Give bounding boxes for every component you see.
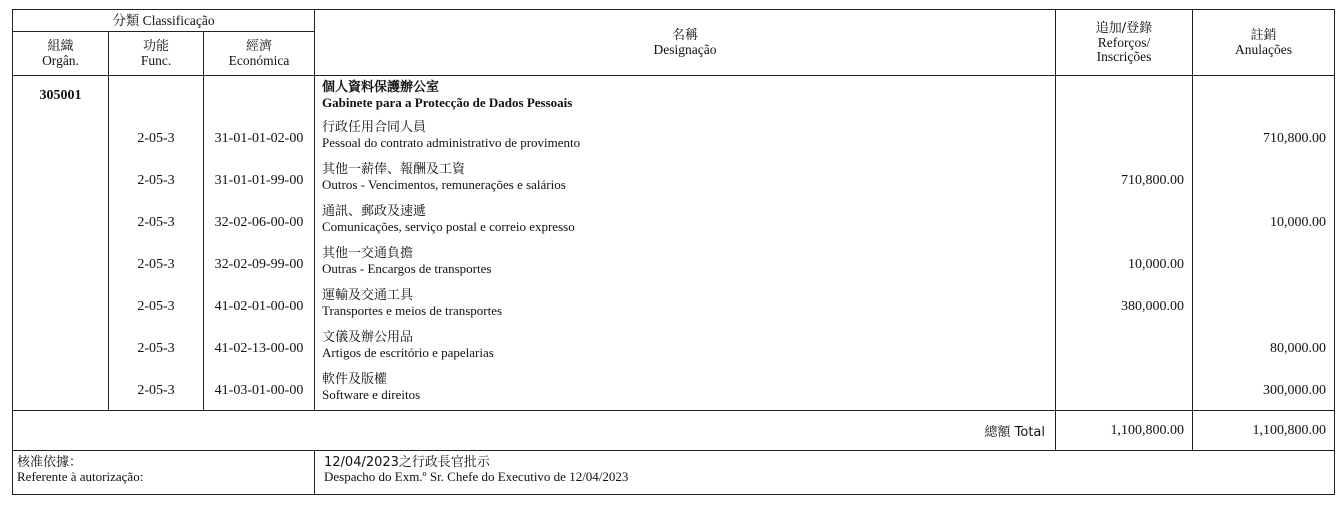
organ-name-zh: 個人資料保護辦公室 — [322, 80, 440, 95]
organ-empty — [13, 159, 109, 201]
organ-anulacao-empty — [1193, 76, 1335, 117]
organ-header — [13, 32, 109, 76]
organ-name-pt: Gabinete para a Protecção de Dados Pessoais — [322, 95, 573, 110]
func-code: 2-05-3 — [109, 117, 204, 159]
desp-pt: Despacho do Exm.º Sr. Chefe do Executivo de 12/04/2023 — [324, 469, 629, 484]
reforco-value — [1056, 369, 1193, 411]
func-header-zh: 功能 — [142, 38, 169, 54]
econ-code: 32-02-09-99-00 — [204, 243, 315, 285]
econ-code: 41-03-01-00-00 — [204, 369, 315, 411]
table-row — [13, 243, 1335, 285]
anulacao-value — [1193, 159, 1335, 201]
anulacao-value: 80,000.00 — [1193, 327, 1335, 369]
total-label-text: 總額 Total — [984, 424, 1045, 440]
func-header — [109, 32, 204, 76]
table-row — [13, 117, 1335, 159]
func-code: 2-05-3 — [109, 201, 204, 243]
row-designation-zh: 通訊、郵政及速遞 — [322, 203, 427, 219]
table-row — [13, 327, 1335, 369]
row-designation-zh: 其他一交通負擔 — [322, 245, 414, 261]
anulacoes-header-zh: 註銷 — [1250, 27, 1277, 43]
reforco-value: 710,800.00 — [1056, 159, 1193, 201]
row-designation-pt: Transportes e meios de transportes — [322, 302, 503, 318]
anulacao-value: 10,000.00 — [1193, 201, 1335, 243]
organ-header-zh: 組織 — [47, 38, 74, 54]
organ-empty — [13, 327, 109, 369]
organ-econ-empty — [204, 76, 315, 117]
econ-header — [204, 32, 315, 76]
row-designation — [315, 117, 1056, 159]
header-row-1 — [13, 10, 1335, 32]
row-designation-pt: Software e direitos — [322, 386, 421, 402]
organ-code: 305001 — [13, 76, 109, 117]
reforcos-header — [1056, 10, 1193, 76]
row-designation — [315, 201, 1056, 243]
anulacoes-header-pt: Anulações — [1235, 41, 1292, 57]
ref-zh: 核准依據： — [17, 455, 83, 470]
row-designation-pt: Artigos de escritório e papelarias — [322, 344, 494, 360]
func-header-pt: Func. — [140, 52, 172, 68]
organ-empty — [13, 117, 109, 159]
organ-row — [13, 76, 1335, 117]
anulacao-value: 300,000.00 — [1193, 369, 1335, 411]
table-row — [13, 201, 1335, 243]
organ-header-pt: Orgân. — [42, 52, 79, 68]
ref-pt: Referente à autorização: — [17, 469, 144, 484]
row-designation-zh: 軟件及版權 — [322, 371, 388, 387]
total-reforcos: 1,100,800.00 — [1056, 411, 1193, 451]
func-code: 2-05-3 — [109, 285, 204, 327]
reforco-value: 380,000.00 — [1056, 285, 1193, 327]
footer-row — [13, 451, 1335, 495]
budget-sheet — [12, 9, 1334, 499]
authorization-reference — [13, 451, 315, 495]
dispatch-reference — [315, 451, 1335, 495]
row-designation — [315, 243, 1056, 285]
reforco-value: 10,000.00 — [1056, 243, 1193, 285]
func-code: 2-05-3 — [109, 327, 204, 369]
row-designation-zh: 文儀及辦公用品 — [322, 329, 414, 345]
econ-code: 32-02-06-00-00 — [204, 201, 315, 243]
organ-empty — [13, 285, 109, 327]
reforco-value — [1056, 117, 1193, 159]
organ-empty — [13, 369, 109, 411]
reforcos-header-zh: 追加/登錄 — [1095, 20, 1153, 36]
econ-code: 31-01-01-02-00 — [204, 117, 315, 159]
reforco-value — [1056, 327, 1193, 369]
organ-reforco-empty — [1056, 76, 1193, 117]
organ-empty — [13, 201, 109, 243]
row-designation-zh: 運輸及交通工具 — [322, 287, 414, 303]
designation-header — [315, 10, 1056, 76]
econ-header-zh: 經濟 — [245, 38, 272, 54]
total-row — [13, 411, 1335, 451]
table-row — [13, 159, 1335, 201]
econ-code: 31-01-01-99-00 — [204, 159, 315, 201]
organ-func-empty — [109, 76, 204, 117]
row-designation-pt: Pessoal do contrato administrativo de provimento — [322, 134, 581, 150]
row-designation-pt: Outras - Encargos de transportes — [322, 260, 492, 276]
func-code: 2-05-3 — [109, 369, 204, 411]
reforcos-header-pt2: Inscrições — [1096, 48, 1152, 64]
total-label — [13, 411, 1056, 451]
desp-zh: 12/04/2023之行政長官批示 — [324, 455, 490, 470]
organ-empty — [13, 243, 109, 285]
budget-table — [12, 9, 1335, 495]
designation-header-pt: Designação — [653, 41, 717, 57]
econ-header-pt: Económica — [228, 52, 290, 68]
anulacoes-header — [1193, 10, 1335, 76]
anulacao-value — [1193, 285, 1335, 327]
reforco-value — [1056, 201, 1193, 243]
row-designation — [315, 285, 1056, 327]
anulacao-value: 710,800.00 — [1193, 117, 1335, 159]
table-row — [13, 285, 1335, 327]
total-anulacoes: 1,100,800.00 — [1193, 411, 1335, 451]
organ-name — [315, 76, 1056, 117]
row-designation-zh: 行政任用合同人員 — [322, 119, 427, 135]
func-code: 2-05-3 — [109, 243, 204, 285]
row-designation — [315, 159, 1056, 201]
row-designation-pt: Comunicações, serviço postal e correio expresso — [322, 218, 575, 234]
classification-header: 分類 Classificação — [13, 10, 315, 32]
row-designation — [315, 327, 1056, 369]
designation-header-zh: 名稱 — [671, 27, 698, 43]
row-designation-zh: 其他一薪俸、報酬及工資 — [322, 161, 466, 177]
econ-code: 41-02-13-00-00 — [204, 327, 315, 369]
econ-code: 41-02-01-00-00 — [204, 285, 315, 327]
row-designation — [315, 369, 1056, 411]
row-designation-pt: Outros - Vencimentos, remunerações e salários — [322, 176, 566, 192]
reforcos-header-pt1: Reforços/ — [1097, 34, 1151, 50]
table-row — [13, 369, 1335, 411]
func-code: 2-05-3 — [109, 159, 204, 201]
anulacao-value — [1193, 243, 1335, 285]
